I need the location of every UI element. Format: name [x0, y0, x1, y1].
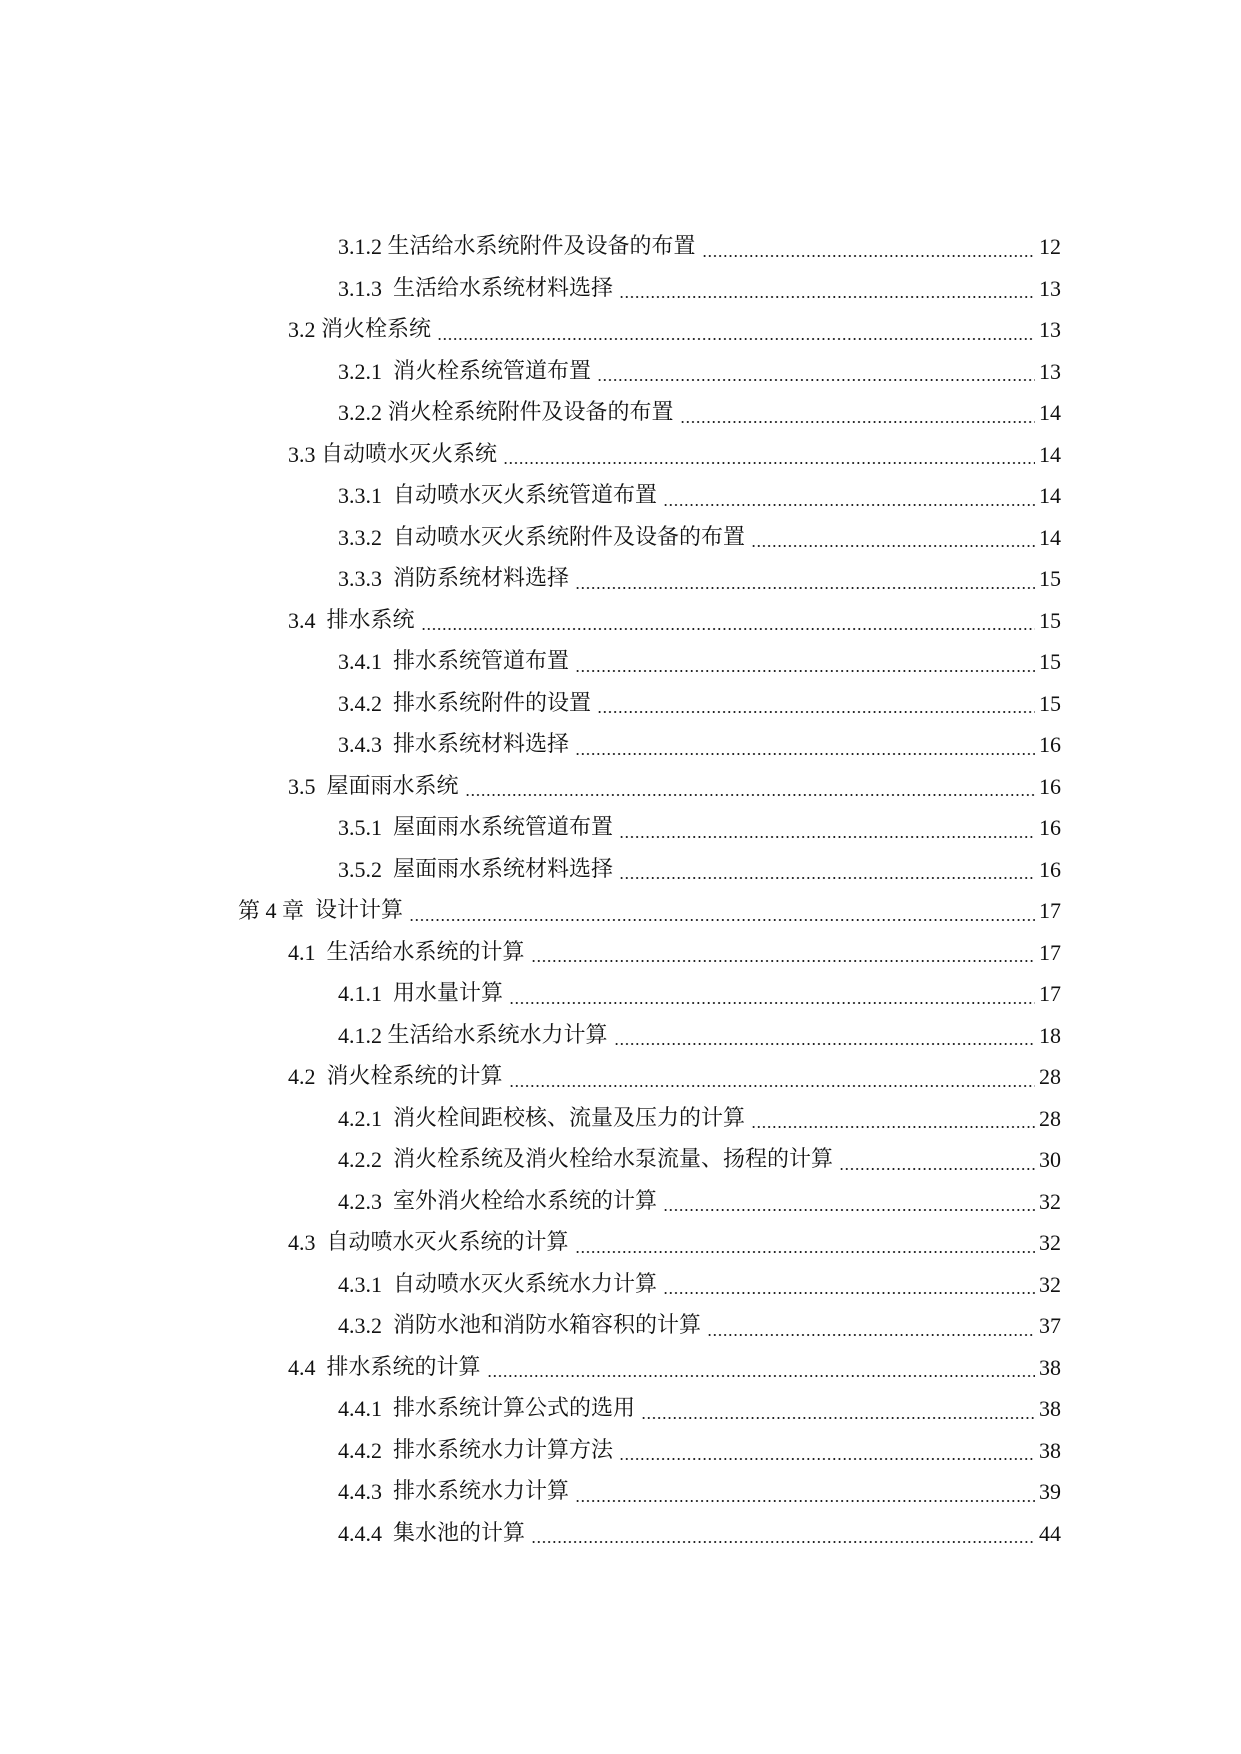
toc-entry[interactable] [0, 807, 1241, 849]
toc-entry-number: 3.5 [288, 773, 327, 799]
toc-entry[interactable] [0, 766, 1241, 808]
toc-entry-number: 4.1.2 [338, 1022, 388, 1048]
toc-entry-page-number: 16 [1039, 732, 1061, 757]
toc-entry[interactable] [0, 517, 1241, 559]
toc-entry-page-number: 44 [1039, 1520, 1061, 1546]
dot-leader [575, 1251, 1035, 1253]
dot-leader [619, 1458, 1035, 1460]
dot-leader [663, 504, 1035, 506]
toc-entry[interactable] [0, 475, 1241, 517]
dot-leader [531, 960, 1035, 962]
dot-leader [597, 379, 1035, 381]
toc-entry[interactable] [0, 1347, 1241, 1389]
toc-entry-title: 排水系统 [326, 607, 415, 633]
toc-entry-page-number: 17 [1039, 939, 1061, 965]
toc-entry[interactable] [0, 973, 1241, 1015]
toc-entry-page-number: 14 [1039, 441, 1061, 467]
toc-entry[interactable] [0, 1181, 1241, 1223]
toc-entry-title: 排水系统计算公式的选用 [393, 1396, 636, 1421]
toc-entry-number: 3.3.3 [338, 566, 393, 591]
toc-entry-number: 4.2.1 [338, 1105, 393, 1131]
toc-entry-number: 4.3 [288, 1230, 327, 1255]
toc-entry-page-number: 15 [1039, 566, 1061, 591]
toc-entry-title: 集水池的计算 [393, 1520, 526, 1546]
dot-leader [531, 1541, 1035, 1543]
toc-entry-number: 4.4 [288, 1354, 327, 1380]
toc-entry[interactable] [0, 309, 1241, 351]
toc-entry-page-number: 32 [1039, 1230, 1061, 1255]
toc-entry[interactable] [0, 1430, 1241, 1472]
toc-entry-page-number: 16 [1039, 856, 1061, 882]
dot-leader [702, 255, 1035, 257]
toc-entry[interactable] [0, 1098, 1241, 1140]
toc-entry-number: 第 4 章 [238, 898, 316, 923]
toc-entry-title: 消火栓系统及消火栓给水泵流量、扬程的计算 [393, 1147, 834, 1172]
toc-entry-page-number: 17 [1039, 981, 1061, 1006]
dot-leader [421, 628, 1035, 630]
toc-entry-title: 排水系统水力计算 [393, 1479, 570, 1504]
toc-entry-title: 排水系统材料选择 [393, 732, 570, 757]
toc-entry[interactable] [0, 1388, 1241, 1430]
toc-entry-number: 3.5.1 [338, 815, 393, 840]
toc-entry-title: 自动喷水灭火系统水力计算 [393, 1271, 658, 1297]
toc-entry-number: 4.3.2 [338, 1313, 393, 1338]
dot-leader [465, 794, 1035, 796]
toc-entry-page-number: 14 [1039, 524, 1061, 550]
toc-entry-number: 3.3 [288, 441, 321, 467]
toc-entry-page-number: 14 [1039, 483, 1061, 508]
toc-entry-title: 自动喷水灭火系统管道布置 [393, 483, 658, 508]
toc-entry-page-number: 13 [1039, 317, 1061, 342]
toc-entry-page-number: 38 [1039, 1437, 1061, 1463]
toc-entry-number: 4.3.1 [338, 1271, 393, 1297]
toc-entry-page-number: 13 [1039, 275, 1061, 301]
dot-leader [437, 338, 1035, 340]
toc-entry-number: 3.2.1 [338, 358, 393, 384]
dot-leader [619, 296, 1035, 298]
toc-entry-page-number: 39 [1039, 1479, 1061, 1504]
toc-entry-title: 屋面雨水系统材料选择 [393, 856, 614, 882]
toc-entry-number: 4.4.3 [338, 1479, 393, 1504]
toc-entry[interactable] [0, 1222, 1241, 1264]
toc-entry-page-number: 17 [1039, 898, 1061, 923]
dot-leader [619, 877, 1035, 879]
toc-entry-title: 用水量计算 [393, 981, 504, 1006]
toc-entry-title: 排水系统的计算 [326, 1354, 481, 1380]
dot-leader [614, 1043, 1035, 1045]
dot-leader [575, 670, 1035, 672]
toc-entry-number: 3.5.2 [338, 856, 393, 882]
toc-entry-page-number: 38 [1039, 1354, 1061, 1380]
dot-leader [575, 753, 1035, 755]
toc-entry-page-number: 12 [1039, 234, 1061, 259]
toc-entry-title: 消火栓系统附件及设备的布置 [387, 400, 674, 425]
toc-entry[interactable] [0, 1305, 1241, 1347]
toc-entry-number: 4.2 [288, 1064, 327, 1089]
toc-entry-number: 3.3.1 [338, 483, 393, 508]
toc-entry-page-number: 14 [1039, 400, 1061, 425]
toc-entry-title: 排水系统水力计算方法 [393, 1437, 614, 1463]
toc-entry[interactable] [0, 932, 1241, 974]
dot-leader [597, 711, 1035, 713]
toc-entry[interactable] [0, 890, 1241, 932]
dot-leader [663, 1209, 1035, 1211]
toc-entry-number: 3.4.3 [338, 732, 393, 757]
toc-entry[interactable] [0, 434, 1241, 476]
toc-entry-number: 4.4.1 [338, 1396, 393, 1421]
toc-entry-page-number: 32 [1039, 1188, 1061, 1214]
toc-entry-number: 4.1.1 [338, 981, 393, 1006]
toc-entry-number: 3.1.3 [338, 275, 393, 301]
toc-entry-number: 3.4.2 [338, 690, 393, 716]
toc-entry-number: 4.2.3 [338, 1188, 393, 1214]
toc-entry-page-number: 37 [1039, 1313, 1061, 1338]
toc-entry[interactable] [0, 226, 1241, 268]
toc-entry-number: 3.2 [288, 317, 321, 342]
dot-leader [575, 1500, 1035, 1502]
toc-entry-page-number: 28 [1039, 1064, 1061, 1089]
toc-entry[interactable] [0, 1471, 1241, 1513]
toc-entry-title: 消火栓间距校核、流量及压力的计算 [393, 1105, 746, 1131]
toc-entry-page-number: 32 [1039, 1271, 1061, 1297]
toc-entry-page-number: 28 [1039, 1105, 1061, 1131]
toc-entry[interactable] [0, 1139, 1241, 1181]
toc-entry-number: 4.4.2 [338, 1437, 393, 1463]
toc-entry-title: 自动喷水灭火系统附件及设备的布置 [393, 524, 746, 550]
toc-entry-page-number: 16 [1039, 815, 1061, 840]
toc-entry-title: 排水系统管道布置 [393, 649, 570, 674]
toc-entry-title: 生活给水系统附件及设备的布置 [387, 234, 696, 259]
toc-entry[interactable] [0, 1056, 1241, 1098]
toc-entry-title: 消火栓系统管道布置 [393, 358, 592, 384]
toc-entry[interactable] [0, 558, 1241, 600]
toc-entry-title: 室外消火栓给水系统的计算 [393, 1188, 658, 1214]
toc-entry[interactable] [0, 351, 1241, 393]
toc-entry-title: 屋面雨水系统 [326, 773, 459, 799]
toc-entry-title: 消火栓系统的计算 [326, 1064, 503, 1089]
toc-entry-page-number: 15 [1039, 649, 1061, 674]
toc-entry-title: 屋面雨水系统管道布置 [393, 815, 614, 840]
dot-leader [663, 1292, 1035, 1294]
toc-entry-title: 生活给水系统材料选择 [393, 275, 614, 301]
dot-leader [839, 1168, 1035, 1170]
toc-entry-title: 消防系统材料选择 [393, 566, 570, 591]
toc-entry[interactable] [0, 392, 1241, 434]
toc-entry-title: 自动喷水灭火系统 [321, 441, 498, 467]
dot-leader [641, 1417, 1035, 1419]
toc-entry[interactable] [0, 849, 1241, 891]
dot-leader [509, 1002, 1035, 1004]
toc-entry[interactable] [0, 1513, 1241, 1555]
toc-entry-page-number: 16 [1039, 773, 1061, 799]
toc-entry-number: 4.2.2 [338, 1147, 393, 1172]
toc-entry[interactable] [0, 724, 1241, 766]
dot-leader [751, 545, 1035, 547]
toc-entry-title: 生活给水系统水力计算 [387, 1022, 608, 1048]
toc-entry-page-number: 15 [1039, 607, 1061, 633]
toc-entry-title: 自动喷水灭火系统的计算 [326, 1230, 569, 1255]
dot-leader [487, 1375, 1035, 1377]
toc-entry-number: 3.2.2 [338, 400, 388, 425]
toc-entry-title: 排水系统附件的设置 [393, 690, 592, 716]
toc-entry-number: 4.1 [288, 939, 327, 965]
table-of-contents [0, 226, 1241, 1554]
dot-leader [680, 421, 1035, 423]
toc-entry[interactable] [0, 268, 1241, 310]
dot-leader [503, 462, 1035, 464]
toc-entry-title: 消火栓系统 [321, 317, 432, 342]
toc-entry-title: 消防水池和消防水箱容积的计算 [393, 1313, 702, 1338]
toc-entry-number: 3.4 [288, 607, 327, 633]
toc-entry[interactable] [0, 600, 1241, 642]
toc-entry-title: 生活给水系统的计算 [326, 939, 525, 965]
toc-entry[interactable] [0, 1264, 1241, 1306]
toc-entry[interactable] [0, 641, 1241, 683]
toc-entry-page-number: 15 [1039, 690, 1061, 716]
dot-leader [707, 1334, 1035, 1336]
dot-leader [575, 587, 1035, 589]
toc-entry-page-number: 13 [1039, 358, 1061, 384]
toc-entry-number: 3.3.2 [338, 524, 393, 550]
dot-leader [409, 919, 1035, 921]
toc-entry-number: 3.1.2 [338, 234, 388, 259]
toc-entry[interactable] [0, 1015, 1241, 1057]
dot-leader [509, 1085, 1035, 1087]
toc-entry-title: 设计计算 [315, 898, 404, 923]
toc-entry-number: 4.4.4 [338, 1520, 393, 1546]
toc-entry-page-number: 18 [1039, 1022, 1061, 1048]
toc-entry[interactable] [0, 683, 1241, 725]
toc-entry-number: 3.4.1 [338, 649, 393, 674]
dot-leader [751, 1126, 1035, 1128]
toc-entry-page-number: 30 [1039, 1147, 1061, 1172]
toc-entry-page-number: 38 [1039, 1396, 1061, 1421]
dot-leader [619, 836, 1035, 838]
